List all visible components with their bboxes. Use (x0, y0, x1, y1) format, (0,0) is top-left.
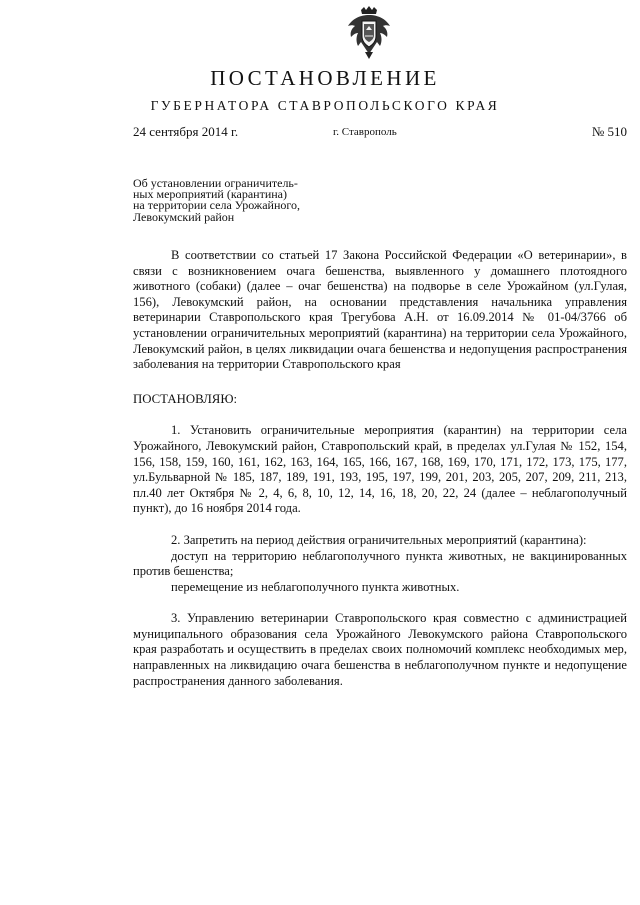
clause-2-subitem: доступ на территорию неблагополучного пункта животных, не вакцинированных против бешенства; (133, 548, 627, 579)
preamble-paragraph: В соответствии со статьей 17 Закона Российской Федерации «О ветеринарии», в связи с возникновением очага бешенства, выявленного у домашнего плотоядного животного (собаки) (далее – очаг бешенства) на подворье в селе Урожайном (ул.Гулая, 156), Левокумский район, на основании представления начальника управления ветеринарии Ставропольского края Трегубова А.Н. от 16.09.2014 № 01-04/3766 об установлении ограничительных мероприятий (карантина) на территории села Урожайного, Левокумский район, в целях ликвидации очага бешенства и недопущения распространения заболевания на территории Ставропольского края (133, 248, 627, 372)
clause-2-subitem: перемещение из неблагополучного пункта животных. (171, 579, 460, 594)
clause-2: 2. Запретить на период действия ограничительных мероприятий (карантина): (171, 532, 587, 547)
coat-of-arms-icon (347, 6, 391, 60)
clause-3: 3. Управлению ветеринарии Ставропольского края совместно с администрацией муниципального образования села Урожайного Левокумского района Ставропольского края разработать и осуществить в пределах своих полномочий комплекс необходимых мер, направленных на ликвидацию очага бешенства в неблагополучном пункте и недопущение распространения данного заболевания. (133, 611, 627, 688)
document-city: г. Ставрополь (333, 126, 397, 138)
subject-line: на территории села Урожайного, (133, 198, 301, 213)
subject-line: Об установлении ограничитель- (133, 176, 298, 190)
document-body (133, 248, 627, 689)
document-subtitle: ГУБЕРНАТОРА СТАВРОПОЛЬСКОГО КРАЯ (150, 98, 500, 113)
subject-line: ных мероприятий (карантина) (133, 187, 287, 202)
document-subject (133, 178, 363, 223)
subject-line: Левокумский район (133, 209, 235, 224)
document-title: ПОСТАНОВЛЕНИЕ (210, 66, 440, 90)
document-date: 24 сентября 2014 г. (133, 124, 239, 139)
decree-heading: ПОСТАНОВЛЯЮ: (133, 391, 238, 406)
document-number: № 510 (591, 124, 627, 139)
document-meta (133, 124, 627, 140)
clause-1: 1. Установить ограничительные мероприятия (карантин) на территории села Урожайного, Левокумский район, Ставропольский край, в пределах ул.Гулая № 152, 154, 156, 158, 159, 160, 161, 162, 163, 164, 165, 166, 167, 168, 169, 170, 171, 172, 173, 175, 177, ул.Бульварной № 185, 187, 189, 191, 193, 195, 197, 199, 201, 203, 205, 207, 209, 211, 213, пл.40 лет Октября № 2, 4, 6, 8, 10, 12, 14, 16, 18, 20, 22, 24 (далее – неблагополучный пункт), до 16 ноября 2014 года. (133, 423, 627, 516)
